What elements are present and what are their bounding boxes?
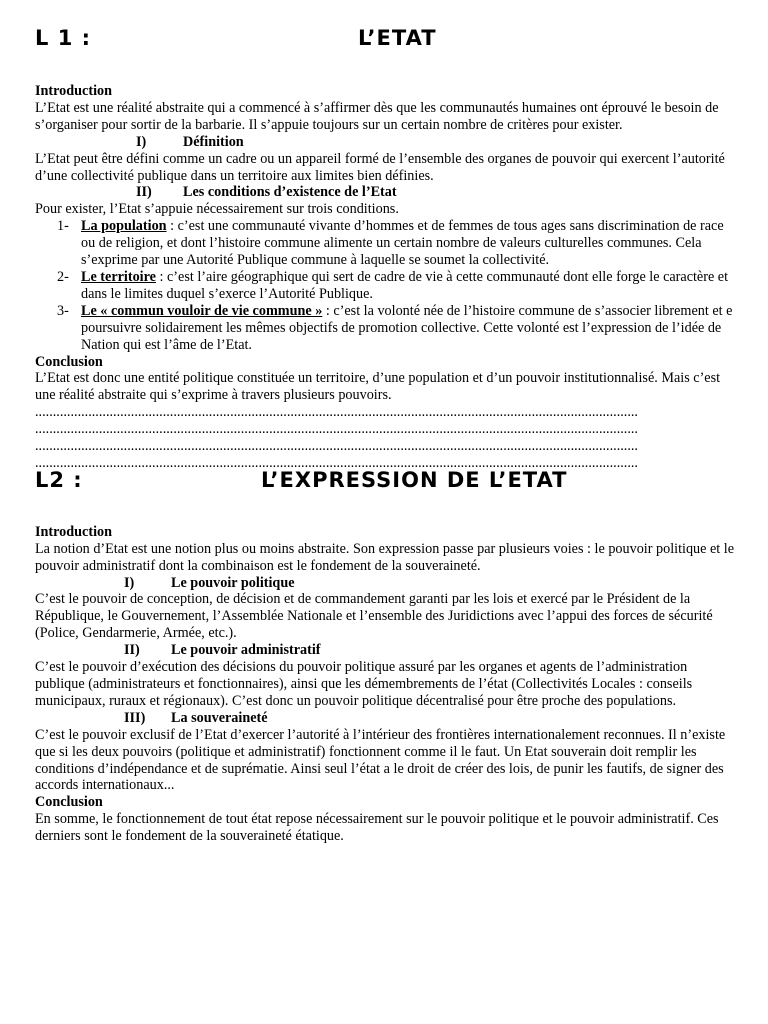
lesson2-section3-title: La souveraineté bbox=[171, 709, 268, 726]
list-item-term: Le territoire bbox=[81, 268, 156, 285]
list-item-term: Le « commun vouloir de vie commune » bbox=[81, 302, 323, 319]
list-item-text: : c’est l’aire géographique qui sert de cadre de vie à cette communauté dont elle forge le caractère et dans le limites duquel s’exerce l’Autorité Publique. bbox=[81, 268, 729, 302]
lesson2-section1-text: C’est le pouvoir de conception, de décision et de commandement garanti par les lois et exercé par le Président de la République, le Gouvernement, l’Assemblée Nationale et l’ensemble des Juridictions avec l’appui des forces de sécurité (Police, Gendarmerie, Armée, etc.). bbox=[35, 591, 713, 642]
lesson2-conclusion-text: En somme, le fonctionnement de tout état repose nécessairement sur le pouvoir politique et le pouvoir administratif. Ces derniers sont le fondement de la souveraineté étatique. bbox=[35, 811, 719, 845]
list-item-text: : c’est la volonté née de l’histoire commune de s’associer librement et e poursuivre solidairement les mêmes objectifs de promotion collective. Cette volonté est l’expression de l’idée de Nation qui est l’âme de l’Etat. bbox=[81, 302, 733, 353]
lesson2-conclusion-heading: Conclusion bbox=[35, 794, 103, 811]
document-page bbox=[35, 26, 735, 845]
lesson2-section3-text: C’est le pouvoir exclusif de l’Etat d’exercer l’autorité à l’intérieur des frontières internationalement reconnues. Il n’existe que si les deux pouvoirs (politique et administratif) fonctionnent comme il le faut. Un Etat souverain doit remplir les conditions d’indépendance et de suprématie. Ainsi seul l’état a le droit de créer des lois, de punir les fautifs, de signer des accords internationaux... bbox=[35, 726, 726, 794]
lesson2-intro-heading: Introduction bbox=[35, 523, 112, 540]
lesson2-header bbox=[35, 467, 735, 498]
lesson2-section2-text: C’est le pouvoir d’exécution des décisions du pouvoir politique assuré par les organes et agents de l’administration publique (administrateurs et fonctionnaires), ainsi que les démembrements de l’état (Collectivités Locales : conseils municipaux, ruraux et régionaux). C’est donc un pouvoir politique décentralisé pour être proche des populations. bbox=[35, 659, 693, 709]
lesson2-number: L2 : bbox=[35, 467, 83, 492]
lesson2-section2-heading bbox=[35, 642, 735, 659]
lesson1-conclusion-text: L’Etat est donc une entité politique constituée un territoire, d’une population et d’un pouvoir institutionnalisé. Mais c’est une réalité abstraite qui s’exprime à travers plusieurs pouvoirs. bbox=[35, 370, 721, 404]
lesson1-section1-text: L’Etat peut être défini comme un cadre ou un appareil formé de l’ensemble des organes de pouvoir qui exercent l’autorité d’une collectivité publique dans un territoire aux limites bien définies. bbox=[35, 150, 725, 184]
list-item-number: 3- bbox=[57, 302, 69, 319]
list-item-text: : c’est une communauté vivante d’hommes et de femmes de tous ages sans discrimination de race ou de religion, et dont l’histoire commune alimente un certain nombre de valeurs culturelles communes. Cela s’exprime par une Autorité Publique commune à laquelle se soumet la collectivité. bbox=[81, 218, 724, 269]
lesson1-number: L 1 : bbox=[35, 26, 92, 50]
lesson2-section3-number: III) bbox=[124, 709, 146, 726]
lesson2-section1-heading bbox=[35, 575, 735, 592]
lesson2-section1-title: Le pouvoir politique bbox=[171, 574, 295, 591]
lesson1-title: L’ETAT bbox=[358, 26, 437, 50]
lesson1-section2-heading bbox=[35, 184, 735, 201]
dotted-line: .......................................................................................................................................................................... bbox=[35, 404, 638, 421]
lesson1-section1-heading bbox=[35, 134, 735, 151]
lesson2-title: L’EXPRESSION DE L’ETAT bbox=[261, 467, 568, 492]
list-item bbox=[35, 269, 735, 303]
lesson1-section2-text: Pour exister, l’Etat s’appuie nécessairement sur trois conditions. bbox=[35, 201, 399, 218]
dotted-line: .......................................................................................................................................................................... bbox=[35, 421, 638, 438]
criteria-list bbox=[35, 218, 735, 353]
lesson1-section1-title: Définition bbox=[183, 133, 244, 150]
lesson1-section1-number: I) bbox=[136, 133, 147, 150]
lesson1-intro-heading: Introduction bbox=[35, 83, 112, 99]
dotted-line: .......................................................................................................................................................................... bbox=[35, 438, 638, 455]
list-item bbox=[35, 218, 735, 269]
lesson1-intro-text: L’Etat est une réalité abstraite qui a commencé à s’affirmer dès que les communautés humaines ont éprouvé le besoin de s’organiser pour sortir de la barbarie. Il s’appuie toujours sur un certain nombre de critères pour exister. bbox=[35, 99, 719, 133]
list-item bbox=[35, 303, 735, 354]
lesson1-header bbox=[35, 26, 735, 56]
dotted-line: .......................................................................................................................................................................... bbox=[35, 454, 638, 471]
lesson2-intro-text: La notion d’Etat est une notion plus ou moins abstraite. Son expression passe par plusieurs voies : le pouvoir politique et le pouvoir administratif dont la combinaison est le fondement de la souveraineté. bbox=[35, 540, 735, 574]
lesson1-section2-title: Les conditions d’existence de l’Etat bbox=[183, 184, 397, 201]
list-item-number: 2- bbox=[57, 268, 69, 285]
lesson2-section1-number: I) bbox=[124, 574, 135, 591]
list-item-term: La population bbox=[81, 218, 167, 235]
lesson2-section3-heading bbox=[35, 710, 735, 727]
lesson2-section2-number: II) bbox=[124, 642, 140, 659]
list-item-number: 1- bbox=[57, 218, 69, 235]
lesson1-conclusion-heading: Conclusion bbox=[35, 353, 103, 370]
lesson2-section2-title: Le pouvoir administratif bbox=[171, 642, 321, 659]
lesson1-section2-number: II) bbox=[136, 184, 152, 201]
